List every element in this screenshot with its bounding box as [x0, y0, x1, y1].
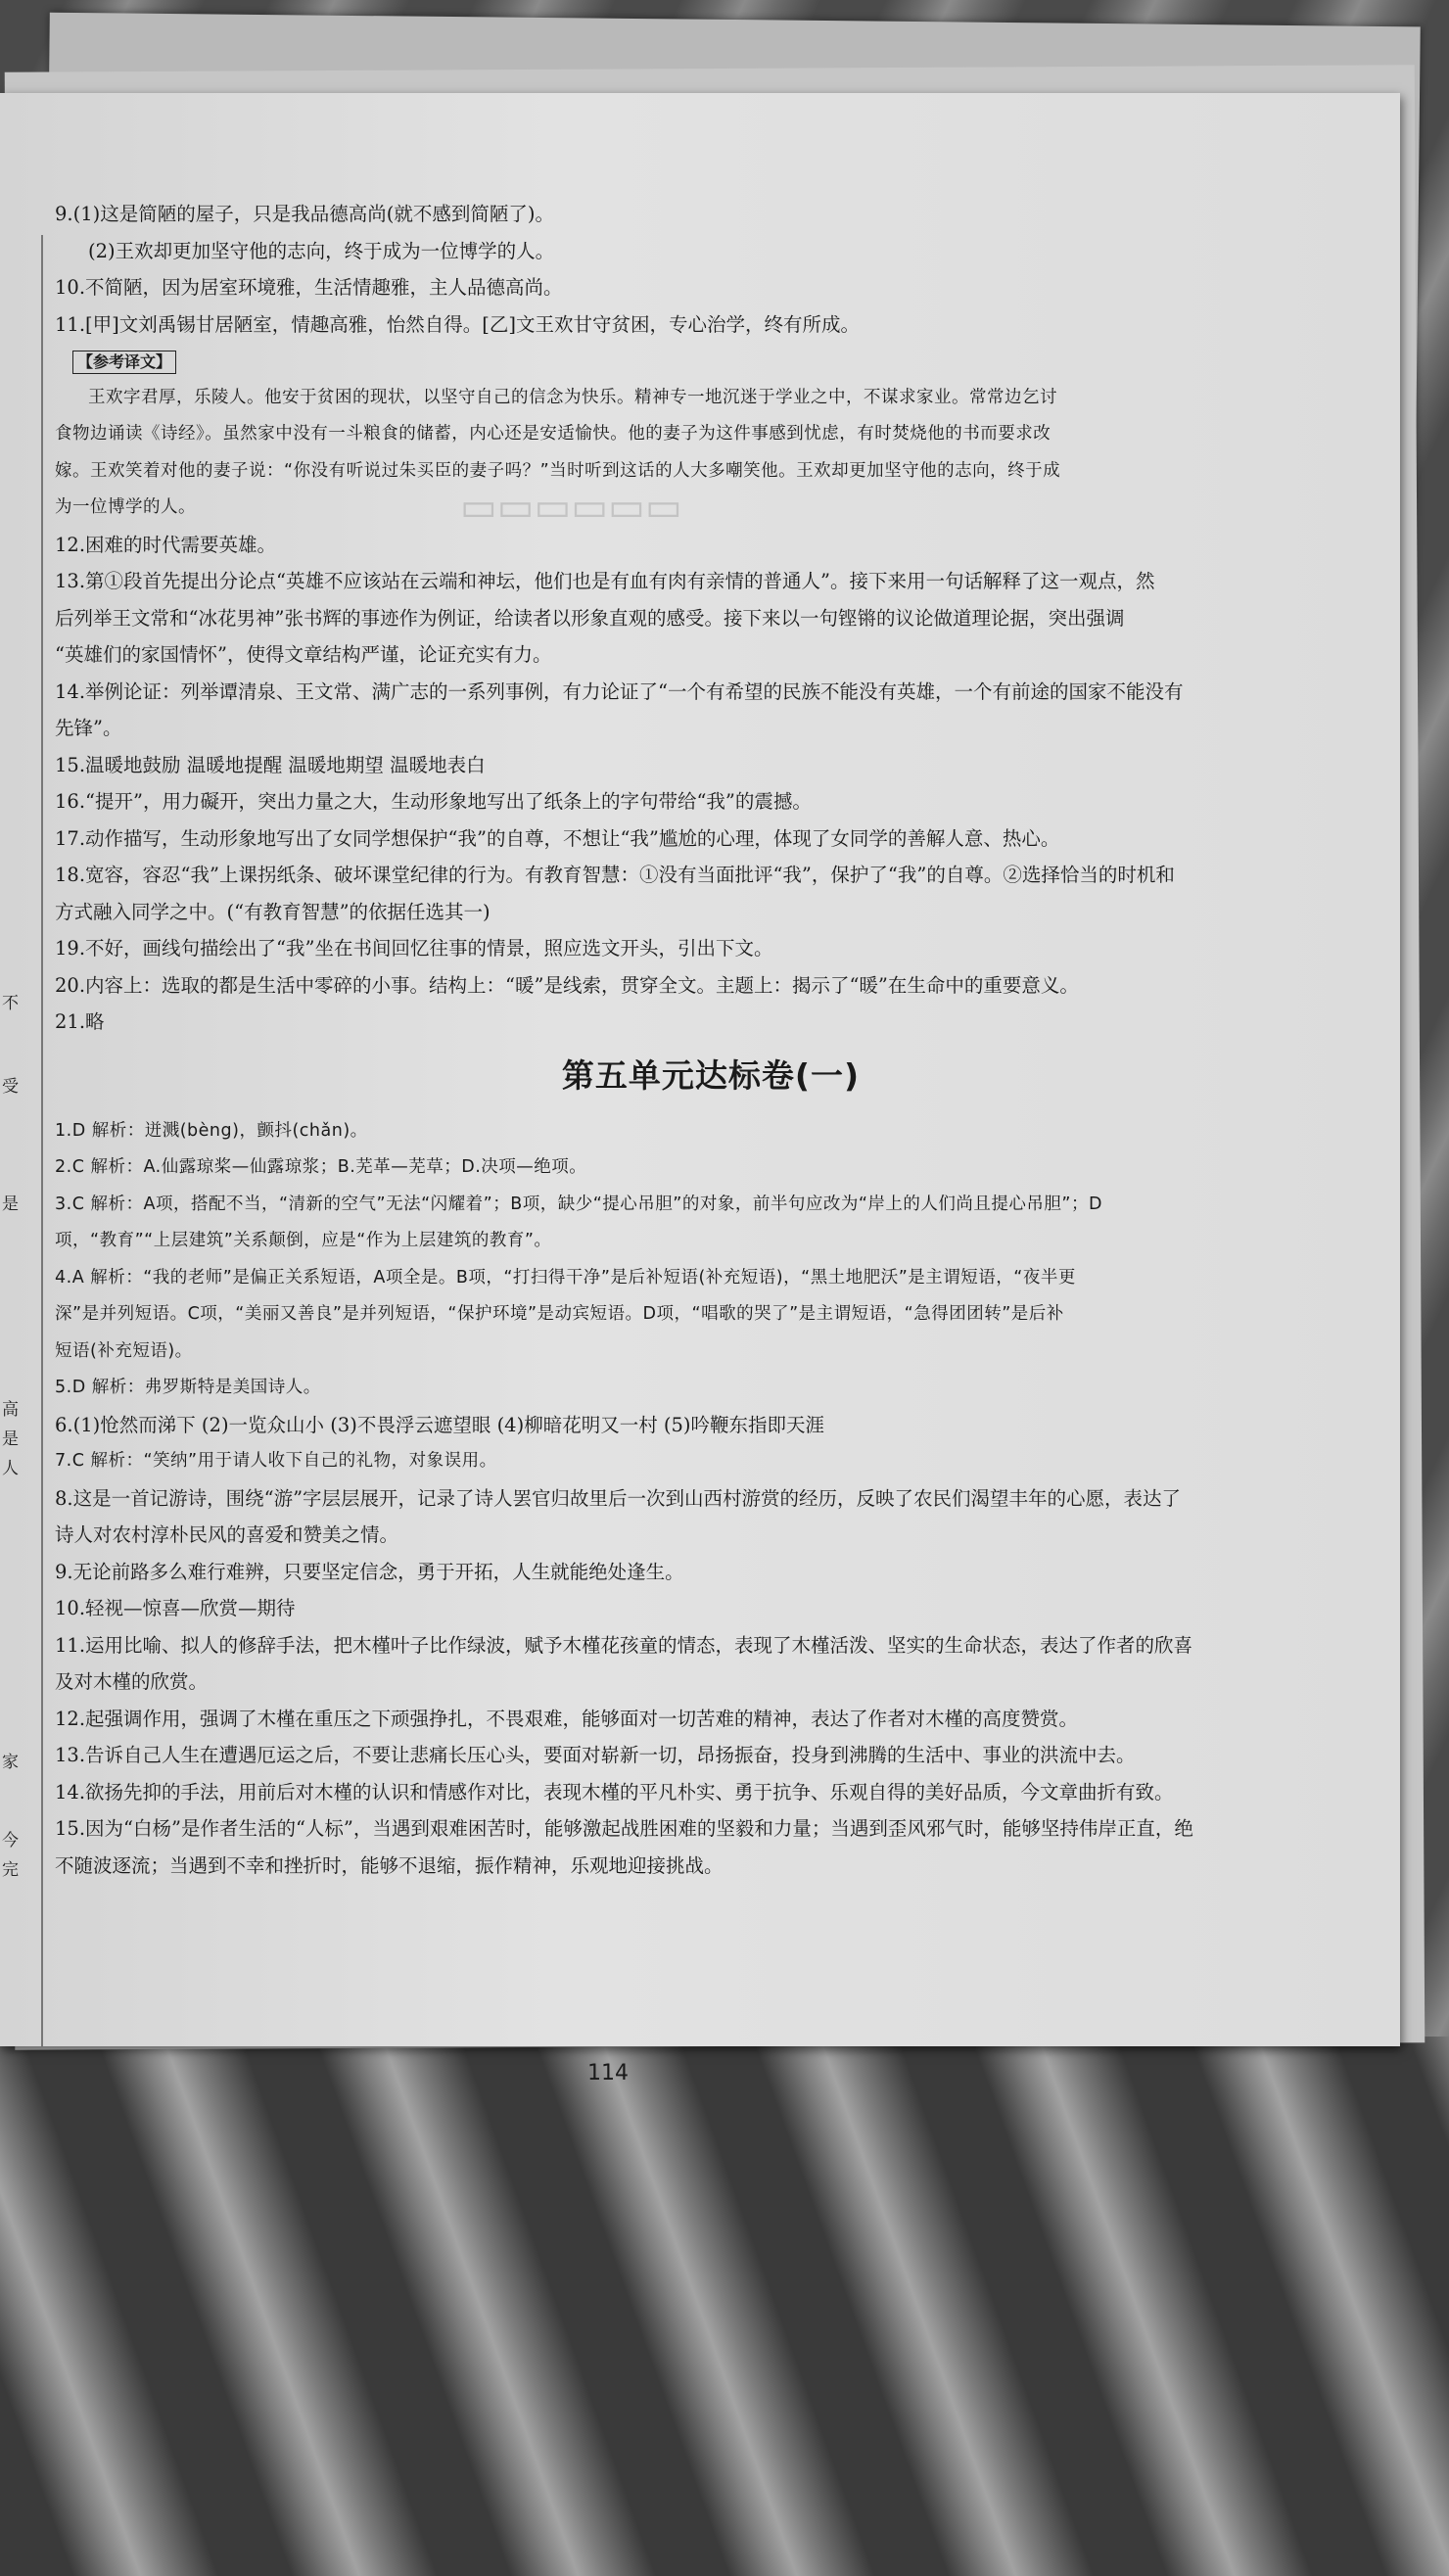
margin-char: 今 [2, 1831, 19, 1850]
answer-line: 13.第①段首先提出分论点“英雄不应该站在云端和神坛，他们也是有血有肉有亲情的普通人”。接下来用一句话解释了这一观点，然 [55, 570, 1155, 592]
translation-line: 为一位博学的人。 [55, 497, 196, 517]
answer-line: 11.运用比喻、拟人的修辞手法，把木槿叶子比作绿波，赋予木槿花孩童的情态，表现了木槿活泼、坚实的生命状态，表达了作者的欣喜 [55, 1633, 1193, 1657]
answer-line: 9.无论前路多么难行难辨，只要坚定信念，勇于开拓，人生就能绝处逢生。 [55, 1560, 684, 1583]
answer-line: 20.内容上：选取的都是生活中零碎的小事。结构上：“暖”是线索，贯穿全文。主题上：揭示了“暖”在生命中的重要意义。 [55, 973, 1079, 997]
answer-line: 15.温暖地鼓励 温暖地提醒 温暖地期望 温暖地表白 [55, 753, 486, 776]
answer-line: 不随波逐流；当遇到不幸和挫折时，能够不退缩，振作精神，乐观地迎接挑战。 [55, 1853, 724, 1877]
answer-line: 4.A 解析：“我的老师”是偏正关系短语，A项全是。B项，“打扫得干净”是后补短语(补充短语)，“黑土地肥沃”是主谓短语，“夜半更 [55, 1267, 1076, 1288]
margin-rule [41, 235, 43, 2046]
answer-line: 21.略 [55, 1010, 105, 1033]
margin-char: 是 [2, 1429, 19, 1449]
answer-line: 14.举例论证：列举谭清泉、王文常、满广志的一系列事例，有力论证了“一个有希望的民族不能没有英雄，一个有前途的国家不能没有 [55, 679, 1184, 703]
answer-line: 5.D 解析：弗罗斯特是美国诗人。 [55, 1378, 321, 1397]
answer-line: 12.困难的时代需要英雄。 [55, 533, 277, 556]
answer-line: 1.D 解析：迸溅(bèng)，颤抖(chǎn)。 [55, 1120, 368, 1141]
answer-line: 14.欲扬先抑的手法，用前后对木槿的认识和情感作对比，表现木槿的平凡朴实、勇于抗争、乐观自得的美好品质，今文章曲折有致。 [55, 1780, 1174, 1803]
answer-line: (2)王欢却更加坚守他的志向，终于成为一位博学的人。 [88, 239, 555, 262]
answer-line: 3.C 解析：A项，搭配不当，“清新的空气”无法“闪耀着”；B项，缺少“提心吊胆”的对象，前半句应改为“岸上的人们尚且提心吊胆”；D [55, 1194, 1102, 1214]
answer-content [55, 196, 1367, 1884]
page-number: 114 [587, 2061, 629, 2085]
answer-line: 后列举王文常和“冰花男神”张书辉的事迹作为例证，给读者以形象直观的感受。接下来以一句铿锵的议论做道理论据，突出强调 [55, 606, 1125, 630]
translation-line: 食物边诵读《诗经》。虽然家中没有一斗粮食的储蓄，内心还是安适愉快。他的妻子为这件事感到忧虑，有时焚烧他的书而要求改 [55, 424, 1052, 444]
answer-line: 10.不简陋，因为居室环境雅，生活情趣雅，主人品德高尚。 [55, 276, 563, 299]
answer-line: 17.动作描写，生动形象地写出了女同学想保护“我”的自尊，不想让“我”尴尬的心理，体现了女同学的善解人意、热心。 [55, 826, 1060, 850]
answer-line: 诗人对农村淳朴民风的喜爱和赞美之情。 [55, 1523, 399, 1546]
answer-line: 方式融入同学之中。(“有教育智慧”的依据任选其一) [55, 900, 491, 923]
margin-char: 不 [2, 994, 19, 1013]
answer-line: “英雄们的家国情怀”，使得文章结构严谨，论证充实有力。 [55, 643, 552, 666]
answer-line: 12.起强调作用，强调了木槿在重压之下顽强挣扎，不畏艰难，能够面对一切苦难的精神，表达了作者对木槿的高度赞赏。 [55, 1707, 1079, 1730]
margin-char: 家 [2, 1753, 19, 1772]
section-title: 第五单元达标卷(一) [561, 1055, 861, 1095]
bleed-through-text: ▭▭▭▭▭▭ [460, 485, 682, 530]
fabric-background-bottom [0, 2037, 1449, 2576]
answer-line: 6.(1)怆然而涕下 (2)一览众山小 (3)不畏浮云遮望眼 (4)柳暗花明又一村 (5)吟鞭东指即天涯 [55, 1413, 825, 1436]
answer-line: 项，“教育”“上层建筑”关系颠倒，应是“作为上层建筑的教育”。 [55, 1231, 552, 1250]
answer-line: 15.因为“白杨”是作者生活的“人标”，当遇到艰难困苦时，能够激起战胜困难的坚毅和力量；当遇到歪风邪气时，能够坚持伟岸正直，绝 [55, 1817, 1193, 1840]
margin-char: 完 [2, 1860, 19, 1880]
answer-line: 及对木槿的欣赏。 [55, 1670, 209, 1693]
translation-line: 嫁。王欢笑着对他的妻子说：“你没有听说过朱买臣的妻子吗？”当时听到这话的人大多嘲笑他。王欢却更加坚守他的志向，终于成 [55, 460, 1061, 481]
answer-line: 7.C 解析：“笑纳”用于请人收下自己的礼物，对象误用。 [55, 1451, 497, 1471]
answer-line: 2.C 解析：A.仙露琼桨—仙露琼浆；B.芜革—芜草；D.决项—绝项。 [55, 1157, 587, 1177]
answer-line: 10.轻视—惊喜—欣赏—期待 [55, 1597, 296, 1619]
answer-line: 11.[甲]文刘禹锡甘居陋室，情趣高雅，怡然自得。[乙]文王欢甘守贫困，专心治学，终有所成。 [55, 312, 860, 336]
margin-char: 受 [2, 1077, 19, 1097]
answer-line: 9.(1)这是简陋的屋子，只是我品德高尚(就不感到简陋了)。 [55, 203, 554, 225]
answer-line: 先锋”。 [55, 717, 122, 739]
document-page [0, 93, 1400, 2085]
translation-line: 王欢字君厚，乐陵人。他安于贫困的现状，以坚守自己的信念为快乐。精神专一地沉迷于学业之中，不谋求家业。常常边乞讨 [88, 387, 1057, 407]
answer-line: 短语(补充短语)。 [55, 1340, 193, 1361]
answer-line: 16.“提开”，用力礙开，突出力量之大，生动形象地写出了纸条上的字句带给“我”的震撼。 [55, 790, 812, 813]
answer-line: 深”是并列短语。C项，“美丽又善良”是并列短语，“保护环境”是动宾短语。D项，“唱歌的哭了”是主谓短语，“急得团团转”是后补 [55, 1304, 1064, 1324]
answer-line: 19.不好，画线句描绘出了“我”坐在书间回忆往事的情景，照应选文开头，引出下文。 [55, 937, 773, 960]
margin-char: 高 [2, 1400, 19, 1420]
margin-char: 人 [2, 1459, 19, 1478]
answer-line: 18.宽容，容忍“我”上课拐纸条、破坏课堂纪律的行为。有教育智慧：①没有当面批评“我”，保护了“我”的自尊。②选择恰当的时机和 [55, 864, 1175, 886]
answer-line: 8.这是一首记游诗，围绕“游”字层层展开，记录了诗人罢官归故里后一次到山西村游赏的经历，反映了农民们渴望丰年的心愿，表达了 [55, 1486, 1182, 1510]
reference-translation-tag: 【参考译文】 [72, 351, 176, 374]
answer-line: 13.告诉自己人生在遭遇厄运之后，不要让悲痛长压心头，要面对崭新一切，昂扬振奋，投身到沸腾的生活中、事业的洪流中去。 [55, 1744, 1136, 1766]
margin-char: 是 [2, 1194, 19, 1214]
